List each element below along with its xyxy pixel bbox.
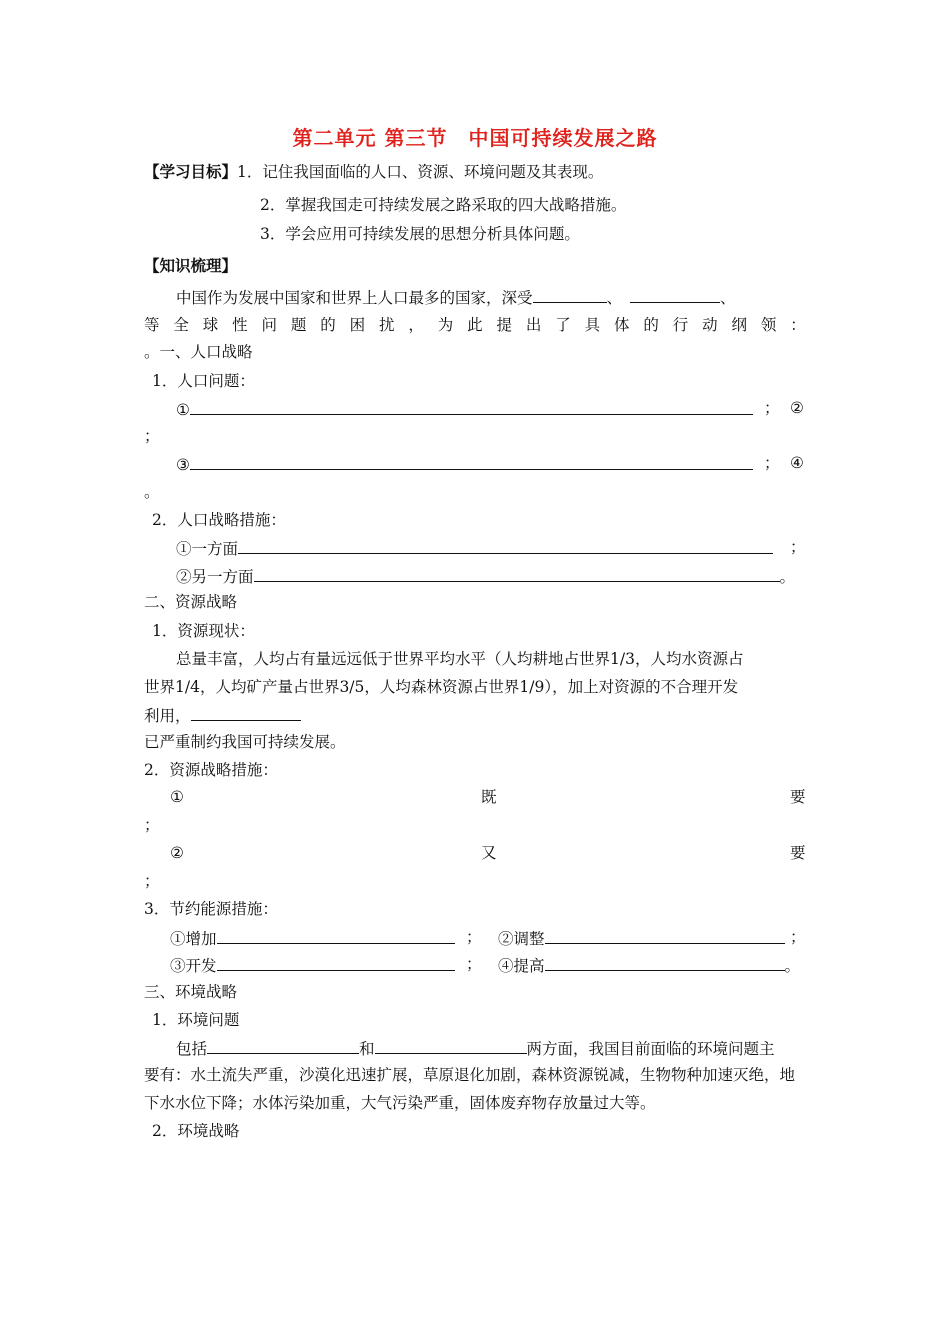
- resources-status-line-1: 总量丰富，人均占有量远远低于世界平均水平（人均耕地占世界1/3，人均水资源占: [176, 650, 744, 668]
- knowledge-intro-spread: [144, 315, 806, 335]
- spread-char: 扰: [379, 316, 395, 334]
- spread-char: 行: [672, 316, 689, 334]
- fill-blank[interactable]: [191, 704, 301, 721]
- resources-status-title: 1．资源现状：: [152, 622, 255, 640]
- separator: 、: [606, 289, 623, 307]
- marker: ②: [170, 844, 184, 862]
- goal-item-3: 3．学会应用可持续发展的思想分析具体问题。: [260, 225, 580, 243]
- spread-char: 了: [555, 316, 571, 334]
- semicolon: ；: [466, 955, 482, 973]
- fill-blank[interactable]: [630, 286, 720, 303]
- spread-char: 动: [702, 316, 718, 334]
- fill-blank[interactable]: [207, 1037, 359, 1054]
- fill-blank[interactable]: [545, 954, 785, 971]
- environment-problem-title: 1．环境问题: [152, 1011, 240, 1029]
- fill-blank[interactable]: [190, 398, 753, 415]
- spread-char: 此: [467, 316, 483, 334]
- energy-title: 3．节约能源措施：: [144, 900, 278, 918]
- fill-blank[interactable]: [238, 537, 773, 554]
- resource-measure-word: 要: [790, 844, 806, 862]
- semicolon: ；: [764, 399, 780, 417]
- knowledge-label: 【知识梳理】: [144, 257, 238, 275]
- spread-char: 纲: [731, 316, 748, 334]
- population-problem-row-2: [176, 453, 753, 475]
- energy-measure-4: [498, 954, 800, 976]
- spread-char: 问: [261, 316, 278, 334]
- fill-blank[interactable]: [217, 927, 455, 944]
- semicolon: ；: [466, 928, 482, 946]
- population-measure-1: [176, 537, 773, 559]
- energy-measure-2: [498, 927, 785, 949]
- spread-char: 为: [437, 316, 454, 334]
- environment-strategy-title: 2．环境战略: [152, 1122, 240, 1140]
- population-problem-row-1: [176, 398, 753, 420]
- semicolon: ；: [144, 816, 160, 834]
- population-measure-2: [176, 565, 795, 587]
- measure-label: ③开发: [170, 957, 217, 975]
- resource-measure-word: 既: [481, 788, 497, 806]
- environment-line-3: 下水水位下降；水体污染加重，大气污染严重，固体废弃物存放量过大等。: [144, 1094, 656, 1112]
- population-heading: 。一、人口战略: [144, 343, 253, 361]
- resources-heading: 二、资源战略: [144, 593, 238, 611]
- semicolon: ；: [144, 427, 160, 445]
- spread-char: 出: [525, 316, 542, 334]
- period: 。: [779, 568, 796, 586]
- spread-char: 等: [144, 316, 160, 334]
- fill-blank[interactable]: [533, 286, 607, 303]
- energy-measure-3: [170, 954, 455, 976]
- goal-item-2: 2．掌握我国走可持续发展之路采取的四大战略措施。: [260, 196, 627, 214]
- semicolon: ；: [790, 538, 806, 556]
- environment-line-2: 要有：水土流失严重，沙漠化迅速扩展，草原退化加剧，森林资源锐减，生物物种加速灭绝，地: [144, 1066, 796, 1084]
- spread-char: ：: [790, 316, 806, 334]
- spread-char: 体: [614, 316, 630, 334]
- spread-char: 题: [290, 316, 307, 334]
- resources-status-line-3: [144, 704, 301, 726]
- environment-text: 两方面，我国目前面临的环境问题主: [526, 1040, 775, 1058]
- environment-text: 和: [359, 1040, 375, 1058]
- knowledge-intro-text: 中国作为发展中国家和世界上人口最多的国家，深受: [176, 289, 533, 307]
- separator: 、: [720, 289, 736, 307]
- population-problem-title: 1．人口问题：: [152, 372, 255, 390]
- semicolon: ；: [144, 872, 160, 890]
- spread-char: 全: [173, 316, 189, 334]
- goals-label: 【学习目标】: [144, 163, 238, 181]
- fill-blank[interactable]: [217, 954, 455, 971]
- marker: ①: [170, 788, 184, 806]
- spread-char: 球: [202, 316, 219, 334]
- goal-item-1: 1．记住我国面临的人口、资源、环境问题及其表现。: [237, 163, 604, 181]
- spread-char: 具: [584, 316, 601, 334]
- measure-label: ①增加: [170, 930, 217, 948]
- measure-label: ④提高: [498, 957, 545, 975]
- environment-text: 包括: [176, 1040, 208, 1058]
- marker: ③: [176, 456, 190, 474]
- page-title: 第二单元 第三节 中国可持续发展之路: [292, 126, 658, 150]
- spread-char: 的: [643, 316, 659, 334]
- status-text: 利用，: [144, 707, 191, 725]
- population-measures-title: 2．人口战略措施：: [152, 511, 286, 529]
- spread-char: 提: [496, 316, 513, 334]
- spread-char: 困: [349, 316, 366, 334]
- resource-measure-word: 又: [481, 844, 497, 862]
- energy-measure-1: [170, 927, 455, 949]
- environment-heading: 三、环境战略: [144, 983, 238, 1001]
- spread-char: 领: [760, 316, 777, 334]
- period: 。: [144, 483, 160, 501]
- resources-measures-title: 2．资源战略措施：: [144, 761, 278, 779]
- semicolon: ；: [790, 928, 806, 946]
- resources-status-line-2: 世界1/4，人均矿产量占世界3/5，人均森林资源占世界1/9），加上对资源的不合理开发: [144, 678, 739, 696]
- spread-char: ，: [408, 316, 424, 334]
- fill-blank[interactable]: [190, 453, 753, 470]
- measure-label: ②另一方面: [176, 568, 254, 586]
- fill-blank[interactable]: [545, 927, 785, 944]
- semicolon: ；: [764, 454, 780, 472]
- fill-blank[interactable]: [254, 565, 780, 582]
- marker: ②: [790, 399, 804, 417]
- goals-row-1: [144, 162, 603, 182]
- marker: ④: [790, 454, 804, 472]
- measure-label: ①一方面: [176, 540, 239, 558]
- resource-measure-word: 要: [790, 788, 806, 806]
- knowledge-intro-line: [176, 286, 736, 308]
- environment-line-1: [176, 1037, 775, 1059]
- spread-char: 性: [232, 316, 248, 334]
- fill-blank[interactable]: [375, 1037, 527, 1054]
- marker: ①: [176, 401, 190, 419]
- resources-status-line-4: 已严重制约我国可持续发展。: [144, 733, 346, 751]
- measure-label: ②调整: [498, 930, 545, 948]
- spread-char: 的: [320, 316, 336, 334]
- period: 。: [784, 957, 801, 975]
